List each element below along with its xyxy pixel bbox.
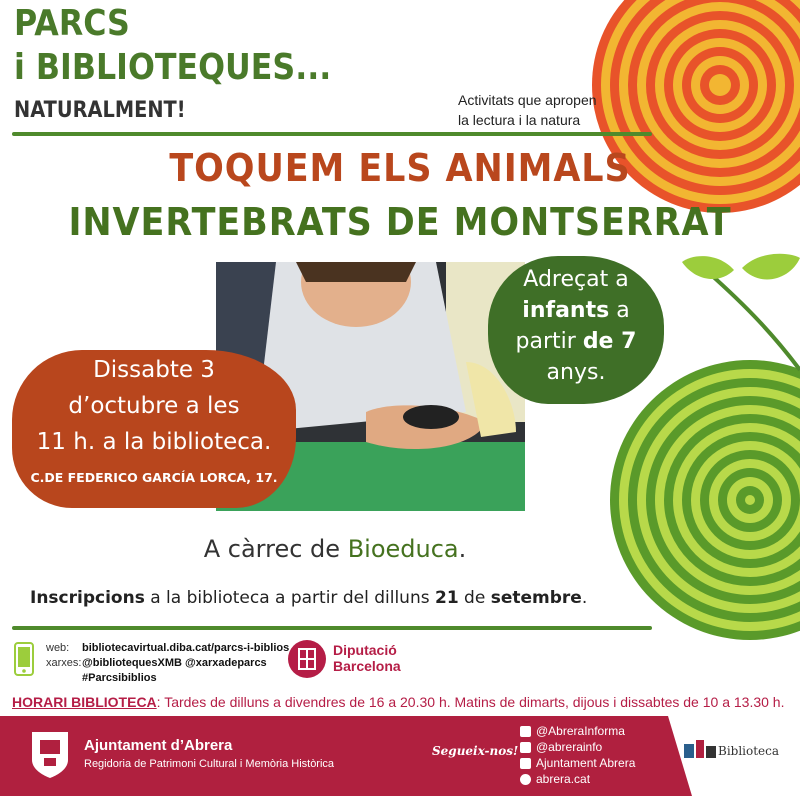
date-line3: 11 h. a la biblioteca. bbox=[36, 429, 272, 455]
web-label: web: bbox=[46, 642, 70, 654]
tagline bbox=[458, 90, 597, 130]
contact-block bbox=[46, 641, 289, 686]
website-link[interactable]: abrera.cat bbox=[536, 772, 591, 786]
brand-naturalment: NATURALMENT! bbox=[14, 98, 186, 123]
web-link[interactable]: bibliotecavirtual.diba.cat/parcs-i-biblios bbox=[82, 642, 290, 654]
registration-label: Inscripcions bbox=[30, 588, 145, 608]
audience-age: de 7 bbox=[582, 329, 637, 354]
brand-biblioteques: i BIBLIOTEQUES... bbox=[14, 47, 332, 88]
organizer-prefix: A càrrec de bbox=[203, 535, 348, 563]
biblioteca-logo-icon bbox=[682, 738, 718, 762]
ajuntament-name: Ajuntament d’Abrera bbox=[84, 737, 233, 754]
diputacio-line1: Diputació bbox=[333, 642, 397, 658]
organizer-suffix: . bbox=[458, 535, 467, 563]
hours-label: HORARI BIBLIOTECA bbox=[12, 694, 157, 710]
youtube-link[interactable]: Ajuntament Abrera bbox=[536, 756, 636, 770]
registration-month: setembre bbox=[490, 588, 582, 608]
audience-line1: Adreçat a bbox=[523, 267, 629, 292]
tagline-line1: Activitats que apropen bbox=[458, 92, 597, 108]
registration-end: . bbox=[581, 588, 588, 608]
date-line2: d’octubre a les bbox=[68, 393, 240, 419]
instagram-link[interactable]: @abrerainfo bbox=[536, 740, 603, 754]
biblioteca-label: Biblioteca bbox=[718, 744, 780, 758]
library-hours bbox=[12, 694, 784, 710]
tagline-line2: la lectura i la natura bbox=[458, 112, 581, 128]
audience-line4: anys. bbox=[546, 360, 606, 385]
registration-line bbox=[30, 588, 650, 608]
ring bbox=[745, 495, 755, 505]
registration-day: 21 bbox=[434, 588, 459, 608]
diputacio-name bbox=[333, 642, 401, 674]
instagram-icon bbox=[520, 742, 531, 753]
organizer-name: Bioeduca bbox=[347, 535, 459, 563]
stem bbox=[700, 265, 800, 370]
leaf-right bbox=[742, 254, 800, 280]
abrera-shield-icon bbox=[30, 730, 70, 780]
event-address: C.DE FEDERICO GARCÍA LORCA, 17. bbox=[30, 470, 278, 485]
social-handles[interactable]: @bibliotequesXMB @xarxadeparcs bbox=[82, 657, 267, 669]
follow-us: Segueix-nos! bbox=[432, 744, 519, 758]
audience-partir: partir bbox=[515, 329, 576, 354]
ring bbox=[709, 74, 731, 96]
hashtag: #Parcsibiblios bbox=[82, 672, 157, 684]
organizer-line bbox=[0, 535, 670, 563]
twitter-icon bbox=[520, 726, 531, 737]
event-title-line1: TOQUEM ELS ANIMALS bbox=[169, 146, 631, 190]
diputacio-line2: Barcelona bbox=[333, 658, 401, 674]
diputacio-emblem-icon bbox=[288, 640, 326, 678]
date-line1: Dissabte 3 bbox=[93, 357, 215, 383]
audience-strong: infants bbox=[522, 298, 610, 323]
youtube-icon bbox=[520, 758, 531, 769]
hours-text: : Tardes de dilluns a divendres de 16 a 20.30 h. Matins de dimarts, dijous i dissabtes de 10 a 13.30 h. bbox=[156, 694, 785, 710]
registration-de: de bbox=[458, 588, 491, 608]
registration-text: a la biblioteca a partir del dilluns bbox=[144, 588, 435, 608]
xarxes-label: xarxes: bbox=[46, 657, 82, 669]
diputacio-logo bbox=[288, 640, 326, 678]
event-date bbox=[12, 352, 296, 460]
audience-text bbox=[488, 264, 664, 388]
brand-parcs: PARCS bbox=[14, 3, 130, 44]
event-title-line2: INVERTEBRATS DE MONTSERRAT bbox=[68, 200, 732, 244]
regidoria: Regidoria de Patrimoni Cultural i Memòria Històrica bbox=[84, 758, 335, 770]
twitter-link[interactable]: @AbreraInforma bbox=[536, 724, 625, 738]
social-links bbox=[520, 723, 635, 787]
audience-mid: a bbox=[616, 298, 630, 323]
divider-bottom bbox=[12, 626, 652, 630]
globe-icon bbox=[520, 774, 531, 785]
divider-top bbox=[12, 132, 652, 136]
phone-icon bbox=[14, 642, 34, 676]
leaf-left bbox=[682, 256, 734, 279]
